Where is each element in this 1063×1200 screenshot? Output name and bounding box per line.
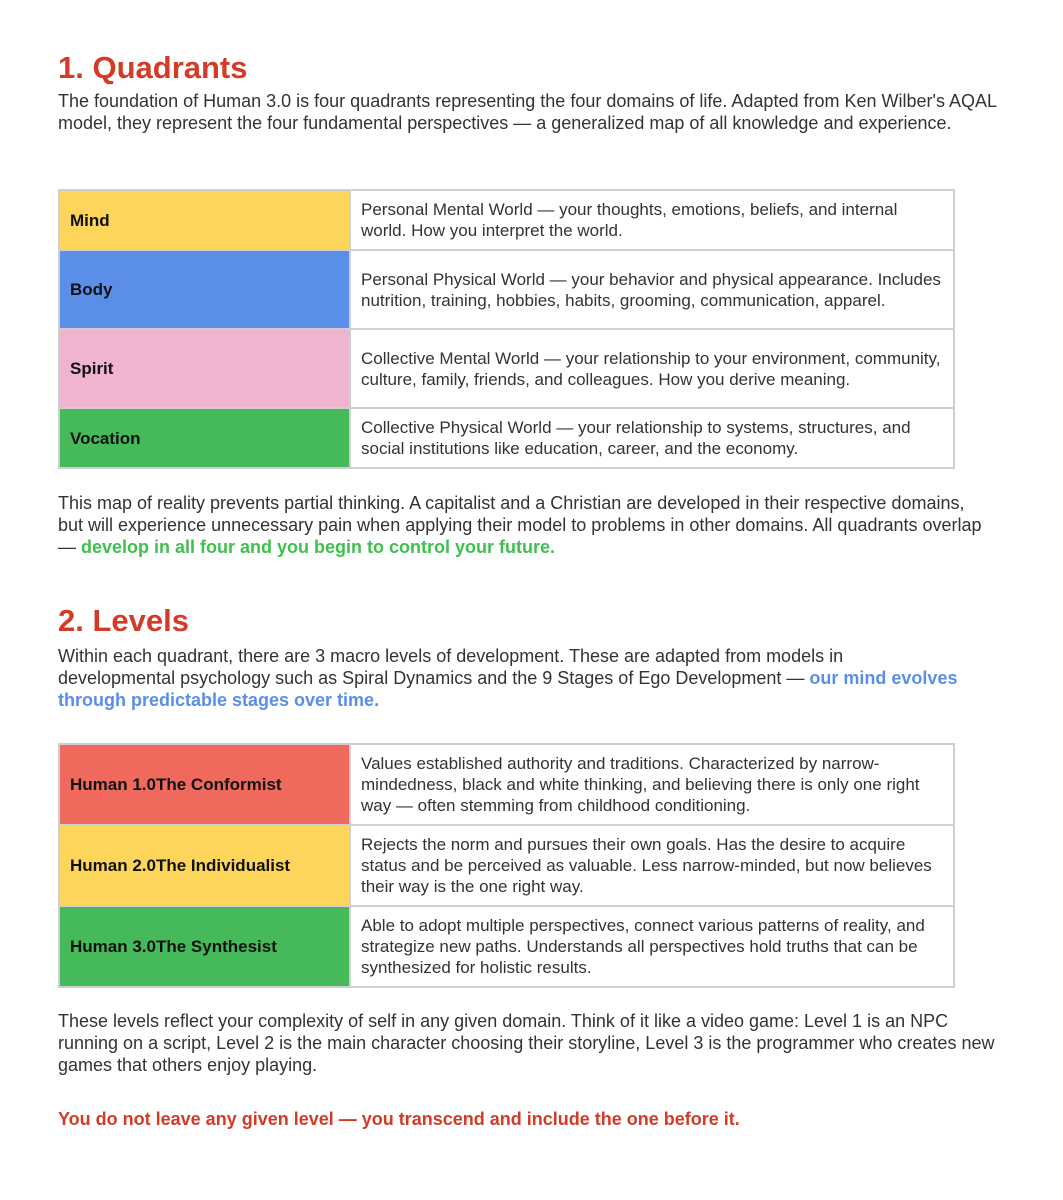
- quadrant-description: Collective Physical World — your relationship to systems, structures, and social institutions like education, career, and the economy.: [350, 408, 954, 468]
- table-row: [59, 190, 954, 250]
- quadrant-description: Personal Mental World — your thoughts, emotions, beliefs, and internal world. How you interpret the world.: [350, 190, 954, 250]
- table-row: [59, 408, 954, 468]
- table-row: [59, 825, 954, 906]
- quadrants-table: [58, 189, 955, 469]
- quadrants-summary-text: This map of reality prevents partial thinking. A capitalist and a Christian are developed in their respective domains, but will experience unnecessary pain when applying their model to problems in other domains. All quadrants overlap —: [58, 493, 982, 557]
- quadrant-description: Collective Mental World — your relationship to your environment, community, culture, family, friends, and colleagues. How you derive meaning.: [350, 329, 954, 408]
- quadrant-label: Body: [59, 250, 350, 329]
- levels-intro-highlight: our mind evolves through predictable stages over time.: [58, 668, 958, 710]
- level-description: Rejects the norm and pursues their own goals. Has the desire to acquire status and be perceived as valuable. Less narrow-minded, but now believes their way is the one right way.: [350, 825, 954, 906]
- levels-table: [58, 743, 955, 988]
- quadrants-intro: The foundation of Human 3.0 is four quadrants representing the four domains of life. Adapted from Ken Wilber's AQAL model, they represent the four fundamental perspectives — a generalized map of all knowledge and experience.: [58, 91, 997, 133]
- table-row: [59, 250, 954, 329]
- quadrants-summary: [58, 492, 988, 558]
- quadrant-label: Mind: [59, 190, 350, 250]
- quadrants-heading: 1. Quadrants: [58, 50, 248, 85]
- quadrants-summary-highlight: develop in all four and you begin to control your future.: [81, 537, 556, 557]
- quadrant-description: Personal Physical World — your behavior and physical appearance. Includes nutrition, training, hobbies, habits, grooming, communication, apparel.: [350, 250, 954, 329]
- quadrant-label: Spirit: [59, 329, 350, 408]
- levels-summary: These levels reflect your complexity of self in any given domain. Think of it like a video game: Level 1 is an NPC running on a script, Level 2 is the main character choosing their storyline, Level 3 is the programmer who creates new games that others enjoy playing.: [58, 1011, 995, 1075]
- table-row: [59, 744, 954, 825]
- level-description: Values established authority and traditions. Characterized by narrow-mindedness, black and white thinking, and believing there is only one right way — often stemming from childhood conditioning.: [350, 744, 954, 825]
- quadrant-label: Vocation: [59, 408, 350, 468]
- level-label: Human 1.0The Conformist: [59, 744, 350, 825]
- level-label: Human 3.0The Synthesist: [59, 906, 350, 987]
- levels-note: You do not leave any given level — you transcend and include the one before it.: [58, 1109, 740, 1129]
- level-label: Human 2.0The Individualist: [59, 825, 350, 906]
- table-row: [59, 329, 954, 408]
- levels-intro-text: Within each quadrant, there are 3 macro levels of development. These are adapted from models in developmental psychology such as Spiral Dynamics and the 9 Stages of Ego Development —: [58, 646, 844, 688]
- table-row: [59, 906, 954, 987]
- levels-intro: [58, 645, 958, 711]
- level-description: Able to adopt multiple perspectives, connect various patterns of reality, and strategize new paths. Understands all perspectives hold truths that can be synthesized for holistic results.: [350, 906, 954, 987]
- levels-heading: 2. Levels: [58, 603, 189, 638]
